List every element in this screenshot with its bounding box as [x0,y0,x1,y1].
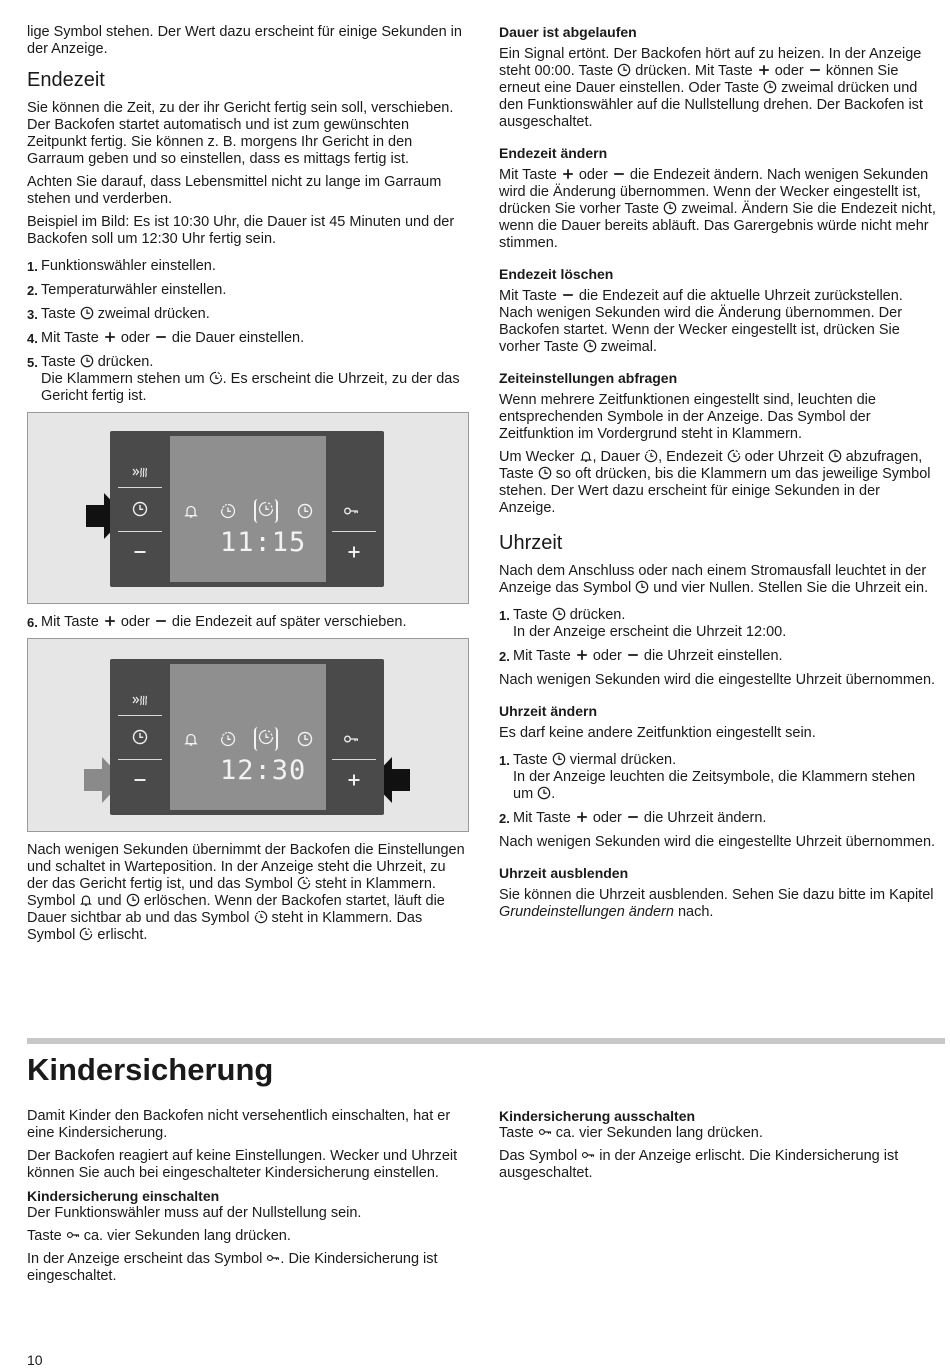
key-icon [538,1125,552,1139]
plus-icon [103,330,117,344]
kindersicherung-section [27,1038,945,1088]
heading-endezeit-loeschen: Endezeit löschen [499,266,614,282]
key-button-icon [343,503,359,519]
bell-icon [183,503,199,519]
paragraph [27,1228,467,1245]
step-text: drücken. [97,354,154,370]
clock-button-icon [132,729,148,745]
step-text: Mit Taste [41,614,99,630]
step-number: 5. [27,355,38,370]
text: Ein Signal ertönt. Der Backofen hört auf zu heizen. In der Anzeige steht 00:00. Taste [499,46,922,79]
step-text: die Uhrzeit ändern. [643,810,767,826]
bell-icon [579,449,593,463]
clock-button-icon [132,501,148,517]
text: Um Wecker [499,449,575,465]
step-text: . Es erscheint die Uhrzeit, zu der das Gericht fertig ist. [41,371,460,404]
kinder-left-column [27,1108,467,1291]
step-item [499,607,939,641]
minus-button-icon [132,544,148,560]
paragraph [27,842,467,944]
step-item [27,282,467,299]
duration-icon [220,503,236,519]
key-button-icon [343,731,359,747]
plus-icon [575,648,589,662]
text: , Dauer [592,449,641,465]
step-number: 3. [27,307,38,322]
text: steht in Klammern. Symbol [27,876,436,909]
divider [118,531,162,532]
clock-icon [617,63,631,77]
minus-icon [561,288,575,302]
key-icon [581,1148,595,1162]
clock-icon [663,201,677,215]
bell-icon [183,731,199,747]
text: ca. vier Sekunden lang drücken. [83,1228,291,1244]
text: Das Symbol [499,1148,578,1164]
paragraph: Nach wenigen Sekunden wird die eingestellte Uhrzeit übernommen. [499,834,936,850]
step-text: die Dauer einstellen. [171,330,305,346]
step-text: Taste [41,354,76,370]
end-time-icon [79,927,93,941]
duration-icon [644,449,658,463]
step-item [27,614,467,631]
heat-icon [132,692,148,708]
text: die Endezeit ändern. Nach wenigen Sekunden wird die Änderung übernommen. Wenn der Wecker eingestellt ist, drücken Sie vorher Taste [499,167,929,217]
step-number: 1. [499,608,510,623]
clock-icon [297,731,313,747]
end-time-icon [727,449,741,463]
step-text: oder [592,648,622,664]
oven-control-panel [110,659,384,815]
text: Taste [27,1228,62,1244]
step-number: 1. [27,259,38,274]
text: können Sie erneut eine Dauer einstellen. Oder Taste [499,63,899,96]
heading-kindersicherung-einschalten: Kindersicherung einschalten [27,1188,220,1204]
heading-endezeit-aendern: Endezeit ändern [499,145,608,161]
plus-icon [561,167,575,181]
paragraph [499,1125,939,1142]
clock-icon [80,306,94,320]
heading-zeiteinstellungen-abfragen: Zeiteinstellungen abfragen [499,370,678,386]
step-text: In der Anzeige erscheint die Uhrzeit 12:00. [513,624,787,640]
paragraph [499,1148,939,1182]
minus-icon [154,330,168,344]
paragraph: Achten Sie darauf, dass Lebensmittel nicht zu lange im Garraum stehen und verderben. [27,174,442,207]
step-number: 2. [27,283,38,298]
step-number: 6. [27,615,38,630]
text: Mit Taste [499,288,557,304]
paragraph [499,46,939,131]
clock-icon [635,580,649,594]
step-text: oder [120,614,150,630]
oven-display-figure-2 [27,638,469,832]
plus-icon [103,614,117,628]
step-text: Temperaturwähler einstellen. [41,282,227,298]
text: . Die Kindersicherung ist eingeschaltet. [27,1251,438,1284]
step-text: Mit Taste [513,648,571,664]
right-column [499,24,939,927]
minus-icon [808,63,822,77]
oven-control-panel [110,431,384,587]
bell-icon [79,893,93,907]
clock-icon [126,893,140,907]
step-number: 2. [499,649,510,664]
display-time: 12:30 [220,755,307,786]
clock-icon [552,752,566,766]
paragraph [499,563,939,597]
step-text: Die Klammern stehen um [41,371,205,387]
step-list [499,607,939,665]
key-icon [266,1251,280,1265]
paragraph: Damit Kinder den Backofen nicht versehentlich einschalten, hat er eine Kindersicherung. [27,1108,451,1141]
step-item [27,258,467,275]
paragraph [499,167,939,252]
paragraph [499,288,939,356]
minus-icon [154,614,168,628]
minus-icon [626,648,640,662]
step-number: 4. [27,331,38,346]
text: Nach dem Anschluss oder nach einem Stromausfall leuchtet in der Anzeige das Symbol [499,563,927,596]
end-time-bracketed-icon [254,499,278,523]
oven-display-figure-1 [27,412,469,604]
step-text: Mit Taste [513,810,571,826]
text: oder Uhrzeit [744,449,824,465]
paragraph: Sie können die Zeit, zu der ihr Gericht fertig sein soll, verschieben. Der Backofen startet automatisch und ist zum gewünschten Zeitpunkt fertig. Sie können z. B. morgens Ihr Gericht in den Garraum geben und so einstellen, dass es mittags fertig ist. [27,100,454,167]
paragraph: Es darf keine andere Zeitfunktion eingestellt sein. [499,725,816,741]
plus-button-icon [346,544,362,560]
text: oder [774,63,804,79]
text: , Endezeit [658,449,723,465]
paragraph: Beispiel im Bild: Es ist 10:30 Uhr, die Dauer ist 45 Minuten und der Backofen soll um 12:30 Uhr fertig sein. [27,214,455,247]
paragraph: Nach wenigen Sekunden wird die eingestellte Uhrzeit übernommen. [499,672,936,688]
duration-icon [254,910,268,924]
clock-icon [297,503,313,519]
minus-icon [612,167,626,181]
divider [118,715,162,716]
text: Mit Taste [499,167,557,183]
step-text: zweimal drücken. [97,306,210,322]
clock-icon [80,354,94,368]
heading-kindersicherung-ausschalten: Kindersicherung ausschalten [499,1108,696,1124]
text: abzufragen, Taste [499,449,923,482]
step-list [499,752,939,827]
paragraph: Der Backofen reagiert auf keine Einstellungen. Wecker und Uhrzeit können Sie auch bei eingeschalteter Kindersicherung einstellen. [27,1148,458,1181]
step-item [27,354,467,405]
text: in der Anzeige erlischt. Die Kindersicherung ist ausgeschaltet. [499,1148,899,1181]
step-text: viermal drücken. [569,752,677,768]
paragraph [499,449,939,517]
step-item [27,306,467,323]
step-text: Taste [513,607,548,623]
key-icon [66,1228,80,1242]
text: nach. [677,904,714,920]
step-item [27,330,467,347]
step-text: oder [592,810,622,826]
paragraph: lige Symbol stehen. Der Wert dazu erscheint für einige Sekunden in der Anzeige. [27,24,462,57]
step-text: Taste [41,306,76,322]
step-text: oder [120,330,150,346]
step-text: Mit Taste [41,330,99,346]
kinder-right-column [499,1108,939,1188]
end-time-icon [297,876,311,890]
divider [118,487,162,488]
paragraph: Wenn mehrere Zeitfunktionen eingestellt sind, leuchten die entsprechenden Symbole in der Anzeige. Das Symbol der Zeitfunktion im Vordergrund steht in Klammern. [499,392,876,442]
chapter-reference: Grundeinstellungen ändern [499,904,674,920]
display-time: 11:15 [220,527,307,558]
left-column [27,24,467,950]
step-list [27,614,467,631]
plus-icon [575,810,589,824]
step-item [499,810,939,827]
duration-icon [220,731,236,747]
step-item [499,648,939,665]
heading-uhrzeit-ausblenden: Uhrzeit ausblenden [499,865,629,881]
text: drücken. Mit Taste [635,63,753,79]
step-text: Funktionswähler einstellen. [41,258,216,274]
step-number: 2. [499,811,510,826]
end-time-bracketed-icon [254,727,278,751]
minus-icon [626,810,640,824]
step-text: In der Anzeige leuchten die Zeitsymbole, die Klammern stehen um [513,769,916,802]
text: zweimal drücken und den Funktionswähler auf die Nullstellung drehen. Der Backofen ist ausgeschaltet. [499,80,923,130]
text: die Endezeit auf die aktuelle Uhrzeit zurückstellen. Nach wenigen Sekunden wird die Änderung übernommen. Der Backofen startet. Wenn der Wecker eingestellt ist, drücken Sie vorher Taste [499,288,903,355]
heat-icon [132,464,148,480]
clock-icon [552,607,566,621]
paragraph [499,887,939,921]
text: steht in Klammern. Das Symbol [27,910,423,943]
text: erlischt. [97,927,148,943]
heading-uhrzeit: Uhrzeit [499,532,563,554]
heading-uhrzeit-aendern: Uhrzeit ändern [499,703,598,719]
divider [332,531,376,532]
text: Taste [499,1125,534,1141]
step-text: die Endezeit auf später verschieben. [171,614,407,630]
clock-icon [583,339,597,353]
step-list [27,258,467,405]
step-item: 1. Taste viermal drücken. In der Anzeige leuchten die Zeitsymbole, die Klammern stehen um . [499,752,916,802]
text: ca. vier Sekunden lang drücken. [555,1125,763,1141]
section-rule [27,1038,945,1044]
clock-icon [538,466,552,480]
divider [332,759,376,760]
text: Sie können die Uhrzeit ausblenden. Sehen Sie dazu bitte im Kapitel [499,887,934,903]
end-time-icon [209,371,223,385]
plus-button-icon [346,772,362,788]
minus-button-icon [132,772,148,788]
text: zweimal. [600,339,657,355]
page-number: 10 [27,1352,43,1368]
text: und [97,893,122,909]
plus-icon [757,63,771,77]
text: und vier Nullen. Stellen Sie die Uhrzeit ein. [653,580,929,596]
clock-icon [537,786,551,800]
text: so oft drücken, bis die Klammern um das jeweilige Symbol stehen. Der Wert dazu erscheint für einige Sekunden in der Anzeige. [499,466,931,516]
text: Nach wenigen Sekunden übernimmt der Backofen die Einstellungen und schaltet in Warteposition. In der Anzeige steht die Uhrzeit, zu der das Gericht fertig ist, und das Symbol [27,842,465,892]
heading-kindersicherung: Kindersicherung [27,1052,274,1087]
step-text: drücken. [569,607,626,623]
text: zweimal. Ändern Sie die Endezeit nicht, wenn die Dauer bereits abläuft. Das Garergebnis würde nicht mehr stimmen. [499,201,936,251]
heading-dauer-abgelaufen: Dauer ist abgelaufen [499,24,637,40]
step-number: 1. [499,753,510,768]
text: erlöschen. Wenn der Backofen startet, läuft die Dauer sichtbar ab und das Symbol [27,893,445,926]
clock-icon [763,80,777,94]
step-text: Taste [513,752,548,768]
heading-endezeit: Endezeit [27,69,105,91]
text: In der Anzeige erscheint das Symbol [27,1251,263,1267]
step-text: die Uhrzeit einstellen. [643,648,783,664]
paragraph: Der Funktionswähler muss auf der Nullstellung sein. [27,1205,362,1221]
clock-icon [828,449,842,463]
paragraph [27,1251,467,1285]
divider [118,759,162,760]
text: oder [578,167,608,183]
